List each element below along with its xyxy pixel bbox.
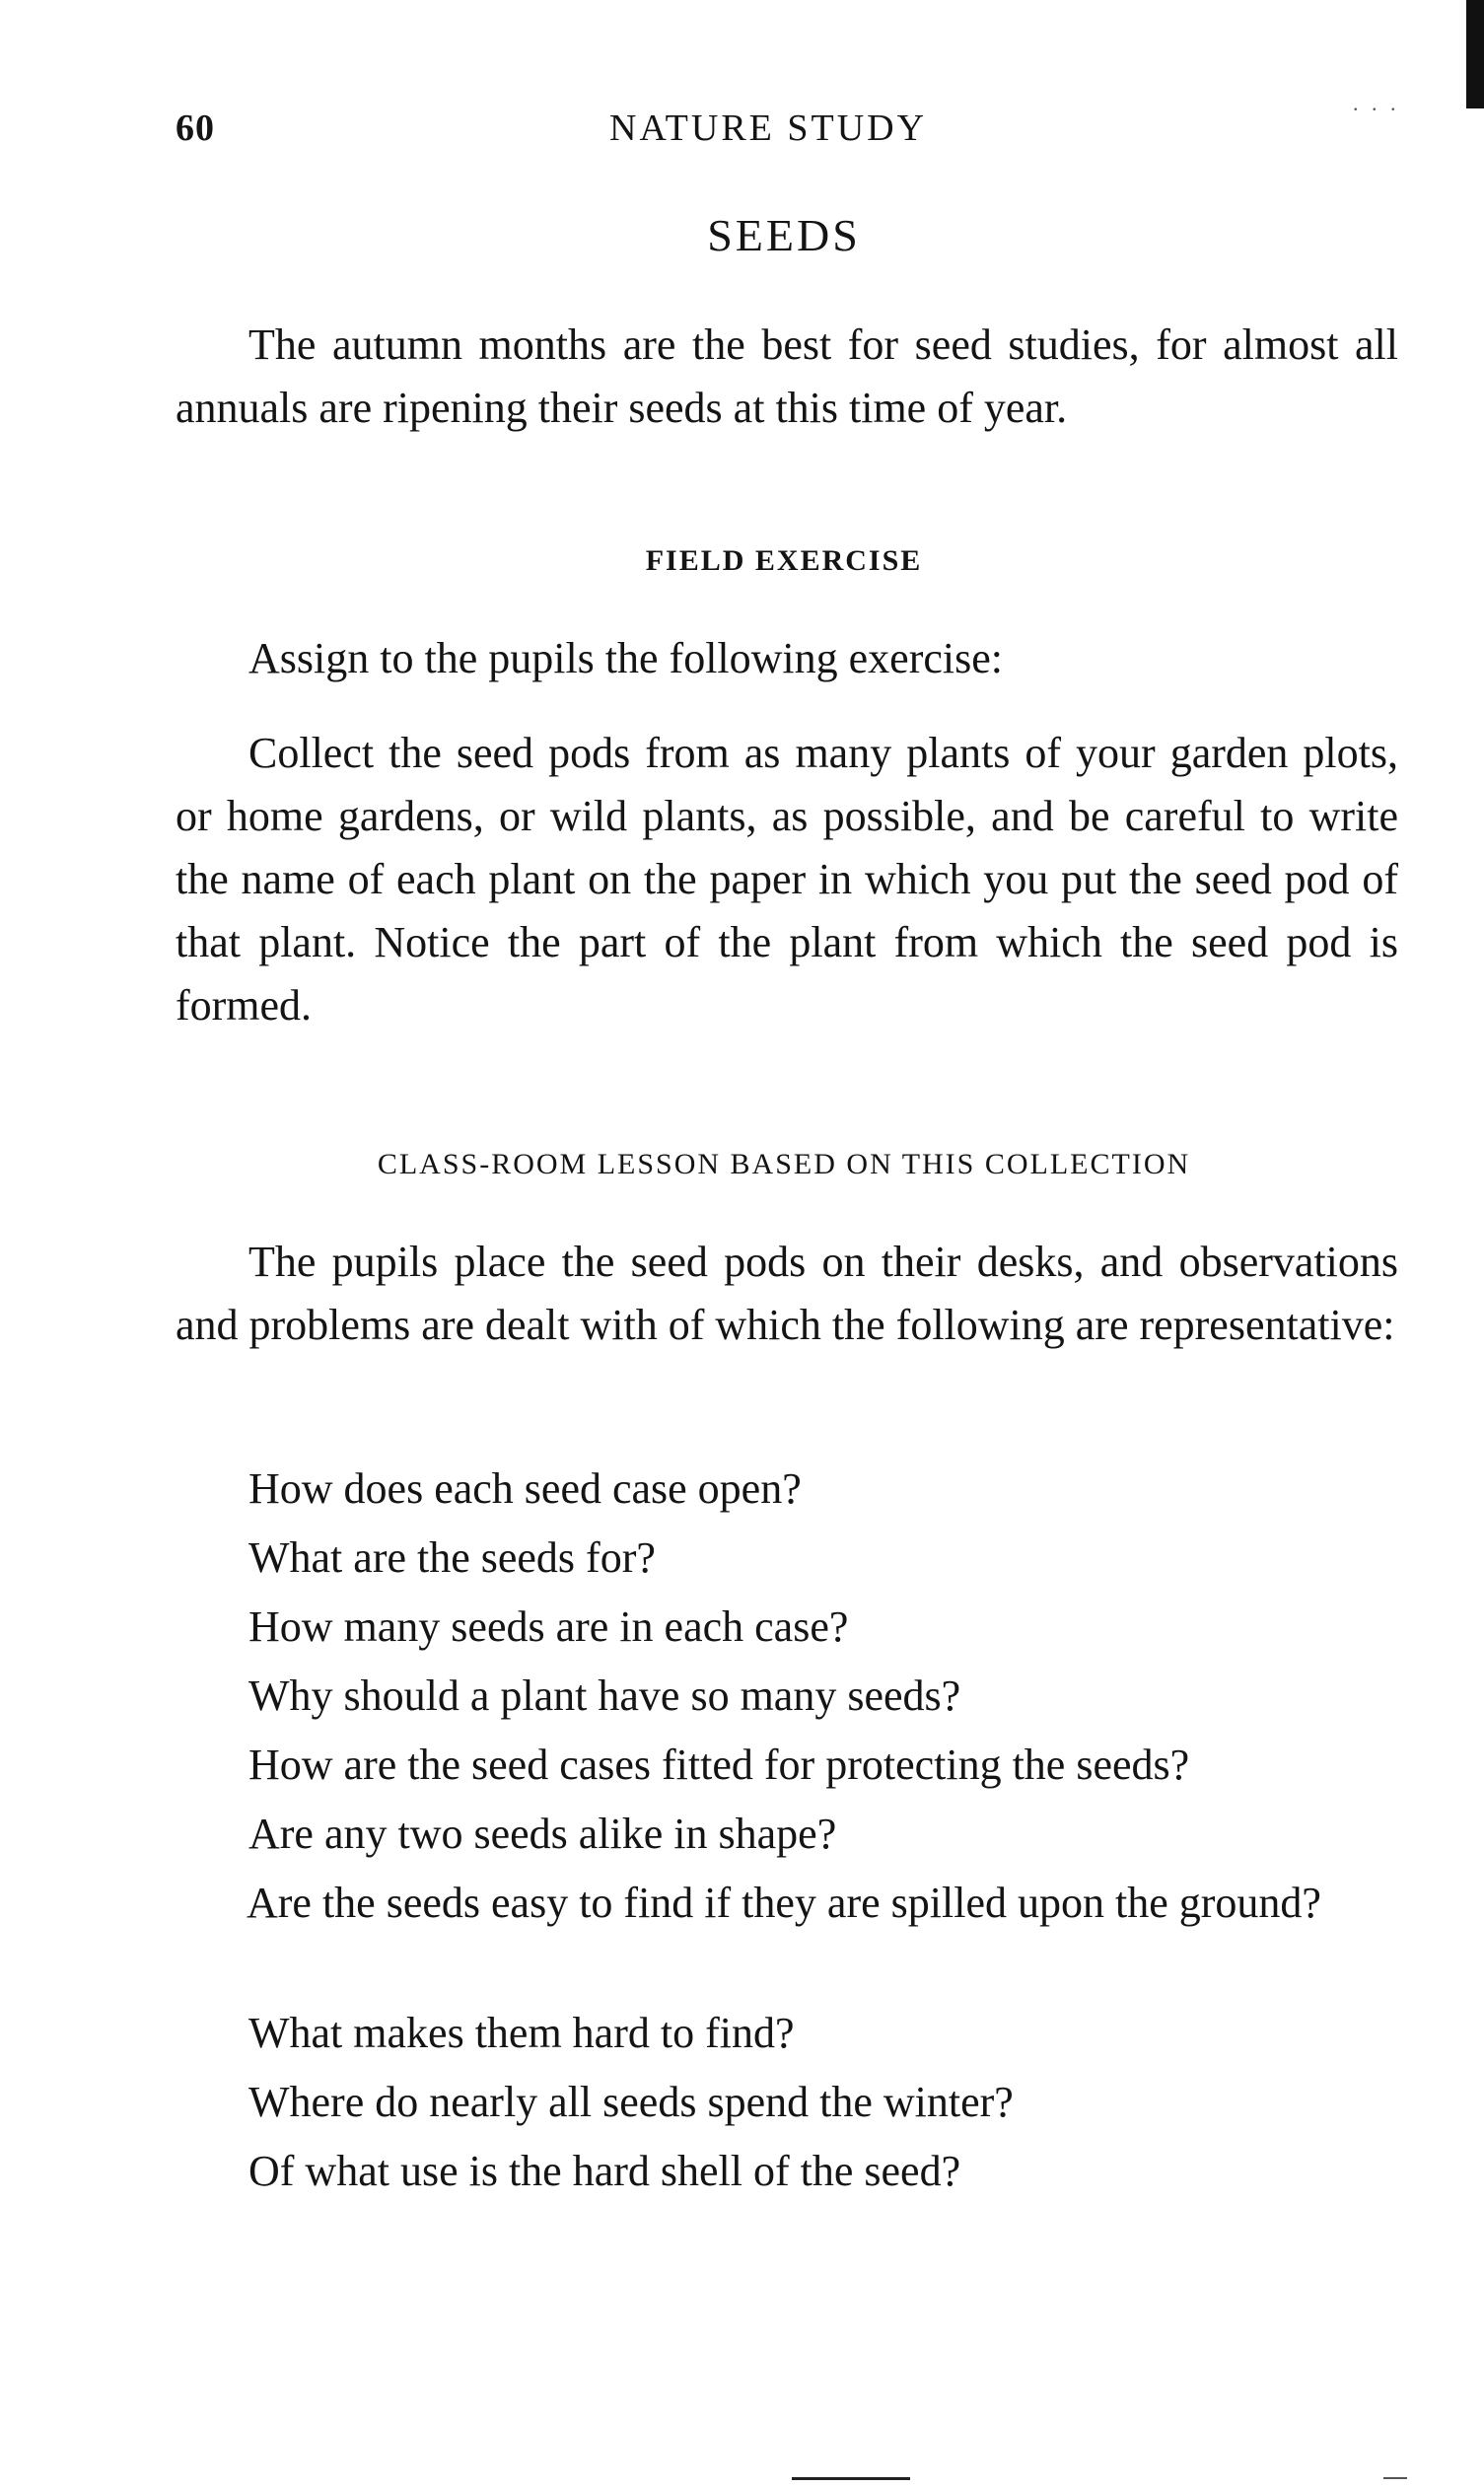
class-room-lesson-heading: CLASS-ROOM LESSON BASED ON THIS COLLECTION	[377, 1148, 1191, 1180]
scan-edge-mark	[1466, 0, 1484, 108]
question-3: How many seeds are in each case?	[248, 1602, 849, 1651]
question-5: How are the seed cases fitted for protecting the seeds?	[248, 1741, 1190, 1789]
intro-paragraph	[176, 314, 1398, 440]
question-9: Where do nearly all seeds spend the winter?	[248, 2078, 1014, 2126]
question-1: How does each seed case open?	[248, 1464, 802, 1513]
field-exercise-heading: FIELD EXERCISE	[645, 544, 923, 577]
question-7: Are the seeds easy to find if they are spilled upon the ground?	[247, 1879, 1321, 1927]
page-number: 60	[176, 107, 215, 149]
assign-paragraph	[176, 627, 1398, 690]
scan-edge-dots: . . .	[1353, 91, 1400, 115]
footer-rule	[792, 2477, 910, 2480]
question-8: What makes them hard to find?	[248, 2009, 795, 2057]
lesson-intro-text: The pupils place the seed pods on their desks, and observations and problems are dealt with of which the following are representative:	[176, 1238, 1398, 1349]
running-title: NATURE STUDY	[609, 107, 928, 149]
running-head	[176, 107, 1408, 156]
lesson-intro-paragraph	[176, 1231, 1398, 1357]
assign-text: Assign to the pupils the following exercise:	[248, 634, 1003, 682]
section-title: SEEDS	[707, 210, 861, 260]
question-6: Are any two seeds alike in shape?	[248, 1810, 837, 1858]
question-4: Why should a plant have so many seeds?	[248, 1671, 961, 1720]
intro-text: The autumn months are the best for seed studies, for almost all annuals are ripening their seeds at this time of year.	[176, 320, 1398, 432]
question-10: Of what use is the hard shell of the seed?	[248, 2147, 961, 2195]
instructions-text: Collect the seed pods from as many plants of your garden plots, or home gardens, or wild plants, as possible, and be careful to write the name of each plant on the paper in which you put the seed pod of that plant. Notice the part of the plant from which the seed pod is formed.	[176, 729, 1398, 1030]
question-2: What are the seeds for?	[248, 1533, 656, 1582]
footer-rule-small	[1383, 2477, 1407, 2479]
instructions-paragraph	[176, 722, 1398, 1037]
